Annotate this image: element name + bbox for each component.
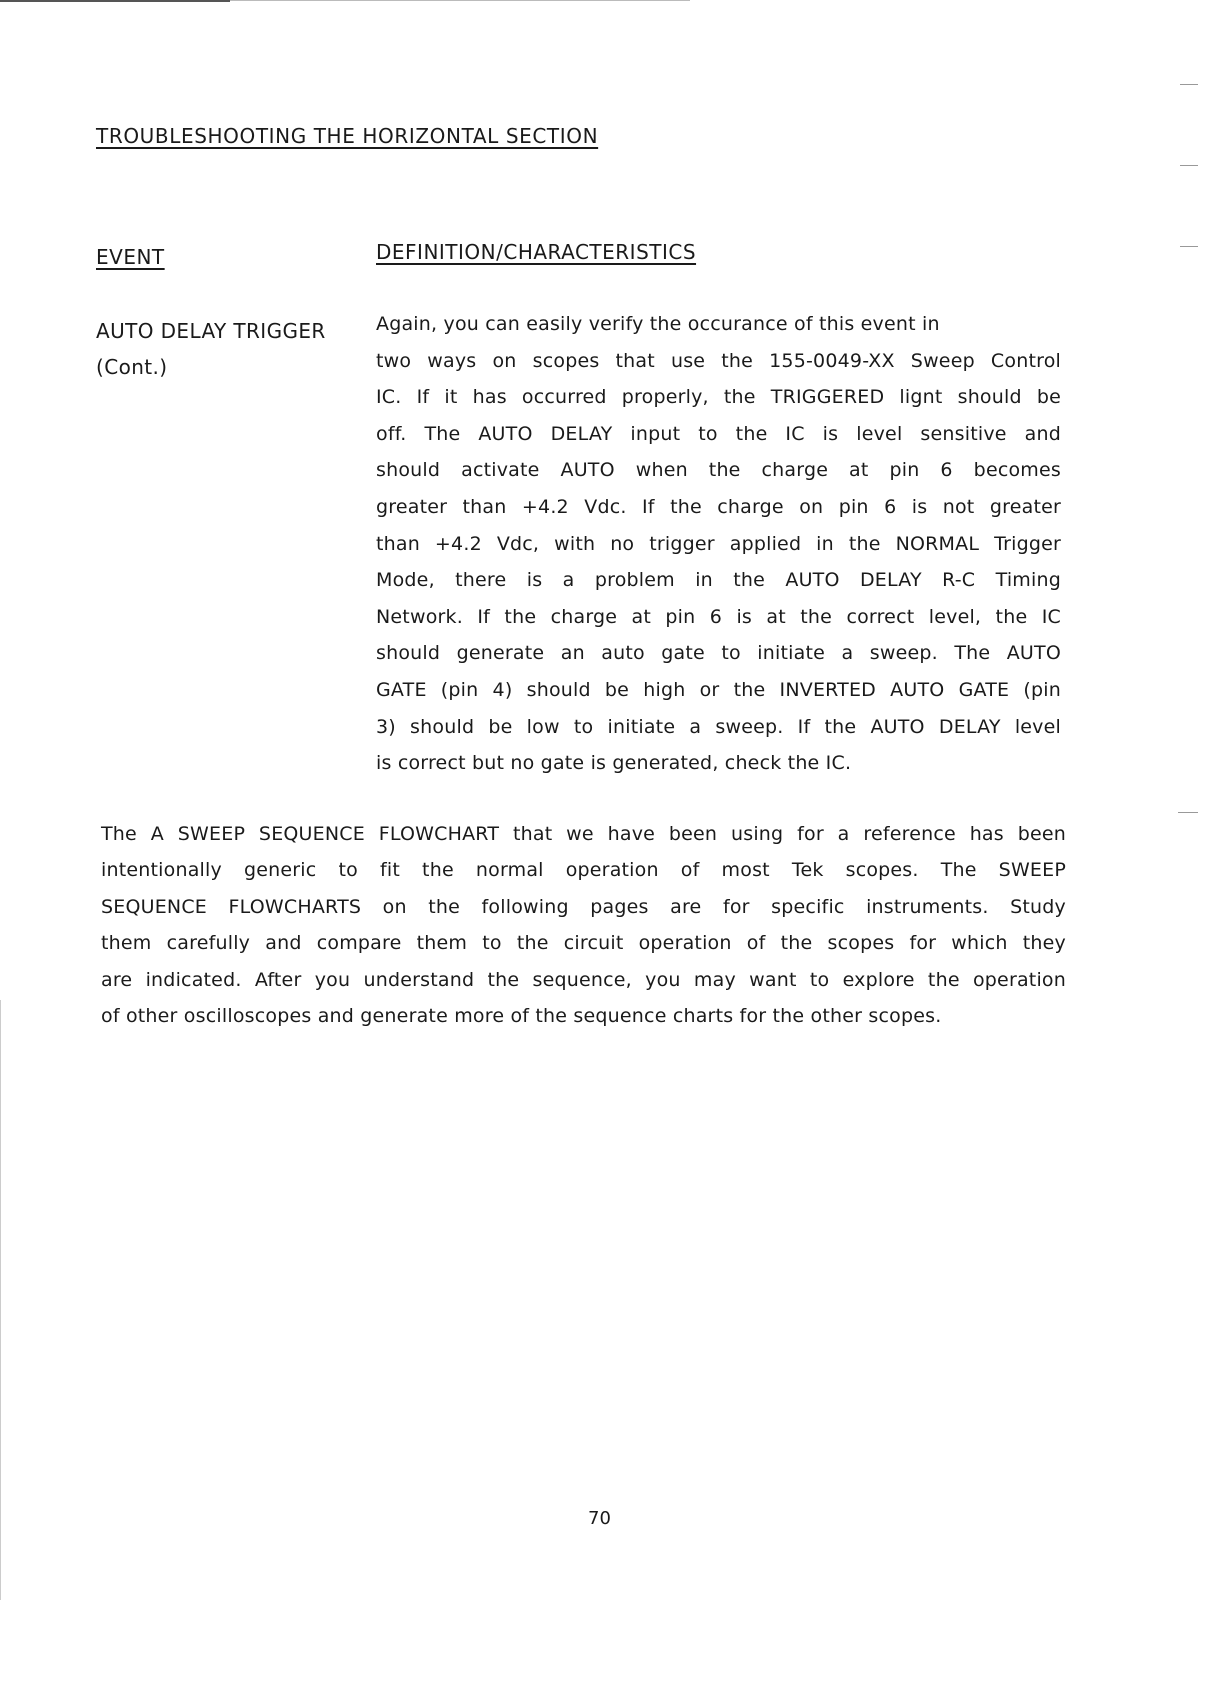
top-edge-rule-thin: [230, 0, 690, 1]
page-number: 70: [588, 1508, 611, 1529]
event-name-continued: (Cont.): [96, 355, 168, 379]
paragraph-line: are indicated. After you understand the sequence, you may want to explore the operation: [101, 968, 1066, 991]
body-paragraph: [101, 816, 1066, 1034]
definition-line: should activate AUTO when the charge at pin 6 becomes: [376, 459, 1061, 482]
margin-mark: [1180, 246, 1198, 247]
paragraph-line: SEQUENCE FLOWCHARTS on the following pages are for specific instruments. Study: [101, 895, 1066, 918]
definition-line: off. The AUTO DELAY input to the IC is level sensitive and: [376, 422, 1061, 445]
paragraph-line: of other oscilloscopes and generate more of the sequence charts for the other scopes.: [101, 1004, 942, 1027]
margin-mark: [1180, 165, 1198, 166]
definition-line: GATE (pin 4) should be high or the INVERTED AUTO GATE (pin: [376, 678, 1061, 701]
definition-line: than +4.2 Vdc, with no trigger applied in the NORMAL Trigger: [376, 532, 1061, 555]
event-column-heading: EVENT: [96, 245, 165, 269]
definition-line: 3) should be low to initiate a sweep. If the AUTO DELAY level: [376, 715, 1061, 738]
margin-mark: [1178, 812, 1198, 813]
definition-line: is correct but no gate is generated, check the IC.: [376, 752, 852, 775]
paragraph-line: them carefully and compare them to the circuit operation of the scopes for which they: [101, 932, 1066, 955]
margin-mark: [1180, 84, 1198, 85]
left-edge-shadow: [0, 1000, 1, 1600]
definition-text: [376, 306, 1061, 782]
paragraph-line: intentionally generic to fit the normal operation of most Tek scopes. The SWEEP: [101, 859, 1066, 882]
definition-line: should generate an auto gate to initiate a sweep. The AUTO: [376, 642, 1061, 665]
section-title: TROUBLESHOOTING THE HORIZONTAL SECTION: [96, 124, 599, 148]
definition-column-heading: DEFINITION/CHARACTERISTICS: [376, 240, 697, 264]
definition-line: Network. If the charge at pin 6 is at the correct level, the IC: [376, 605, 1061, 628]
paragraph-line: The A SWEEP SEQUENCE FLOWCHART that we have been using for a reference has been: [101, 823, 1066, 845]
definition-line: greater than +4.2 Vdc. If the charge on pin 6 is not greater: [376, 495, 1061, 518]
top-edge-rule: [0, 0, 230, 2]
definition-line: two ways on scopes that use the 155-0049-XX Sweep Control: [376, 349, 1061, 372]
definition-line: Again, you can easily verify the occurance of this event in: [376, 313, 940, 335]
definition-line: Mode, there is a problem in the AUTO DELAY R-C Timing: [376, 569, 1061, 592]
definition-line: IC. If it has occurred properly, the TRIGGERED lignt should be: [376, 386, 1061, 409]
event-name: [96, 313, 326, 385]
event-name-line: AUTO DELAY TRIGGER: [96, 319, 326, 343]
